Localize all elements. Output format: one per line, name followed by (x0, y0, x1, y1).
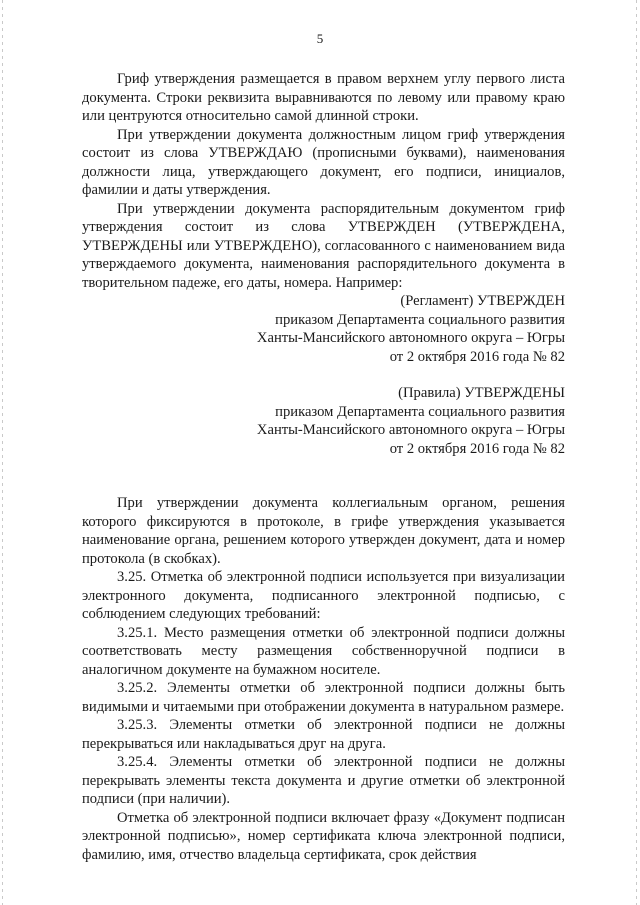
paragraph: При утверждении документа коллегиальным органом, решения которого фиксируются в протоколе, в грифе утверждения указывается наименование органа, решением которого утвержден документ, дата и номер протокола (в скобках). (82, 495, 565, 567)
paragraph: 3.25. Отметка об электронной подписи используется при визуализации электронного документа, подписанного электронной подписью, с соблюдением следующих требований: (82, 569, 565, 622)
approval-example-1 (82, 292, 565, 366)
approval-line: (Правила) УТВЕРЖДЕНЫ (398, 385, 565, 401)
scan-edge-left (2, 0, 3, 905)
paragraph: 3.25.4. Элементы отметки об электронной подписи не должны перекрывать элементы текста документа и другие отметки об электронной подписи (при наличии). (82, 754, 565, 807)
approval-example-2 (82, 384, 565, 458)
document-body (82, 70, 565, 864)
paragraph: Гриф утверждения размещается в правом верхнем углу первого листа документа. Строки реквизита выравниваются по левому или правому краю или центруются относительно самой длинной строки. (82, 71, 565, 124)
page-number: 5 (316, 31, 324, 46)
paragraph: 3.25.3. Элементы отметки об электронной подписи не должны перекрываться или накладываться друг на друга. (82, 717, 565, 752)
approval-line: от 2 октября 2016 года № 82 (389, 348, 565, 365)
scan-edge-right (636, 0, 637, 905)
approval-line: Ханты-Мансийского автономного округа – Югры (256, 422, 565, 438)
paragraph: При утверждении документа распорядительным документом гриф утверждения состоит из слова УТВЕРЖДЕН (УТВЕРЖДЕНА, УТВЕРЖДЕНЫ или УТВЕРЖДЕНО), согласованного с наименованием вида утверждаемого документа, наименования распорядительного документа в творительном падеже, его даты, номера. Например: (82, 200, 565, 291)
paragraph: Отметка об электронной подписи включает фразу «Документ подписан электронной подписью», номер сертификата ключа электронной подписи, фамилию, имя, отчество владельца сертификата, срок действия (82, 809, 565, 863)
paragraph: 3.25.1. Место размещения отметки об электронной подписи должны соответствовать месту размещения собственноручной подписи в аналогичном документе на бумажном носителе. (82, 624, 565, 678)
paragraph: При утверждении документа должностным лицом гриф утверждения состоит из слова УТВЕРЖДАЮ (прописными буквами), наименования должности лица, утверждающего документ, его подписи, инициалов, фамилии и даты утверждения. (82, 126, 565, 198)
approval-line: Ханты-Мансийского автономного округа – Югры (256, 330, 565, 346)
approval-line: (Регламент) УТВЕРЖДЕН (400, 293, 565, 309)
approval-line: приказом Департамента социального развития (275, 403, 565, 420)
paragraph: 3.25.2. Элементы отметки об электронной подписи должны быть видимыми и читаемыми при отображении документа в натуральном размере. (82, 680, 565, 715)
approval-line: приказом Департамента социального развития (275, 311, 565, 328)
approval-line: от 2 октября 2016 года № 82 (389, 440, 565, 457)
spacer (82, 458, 565, 494)
spacer (82, 366, 565, 384)
